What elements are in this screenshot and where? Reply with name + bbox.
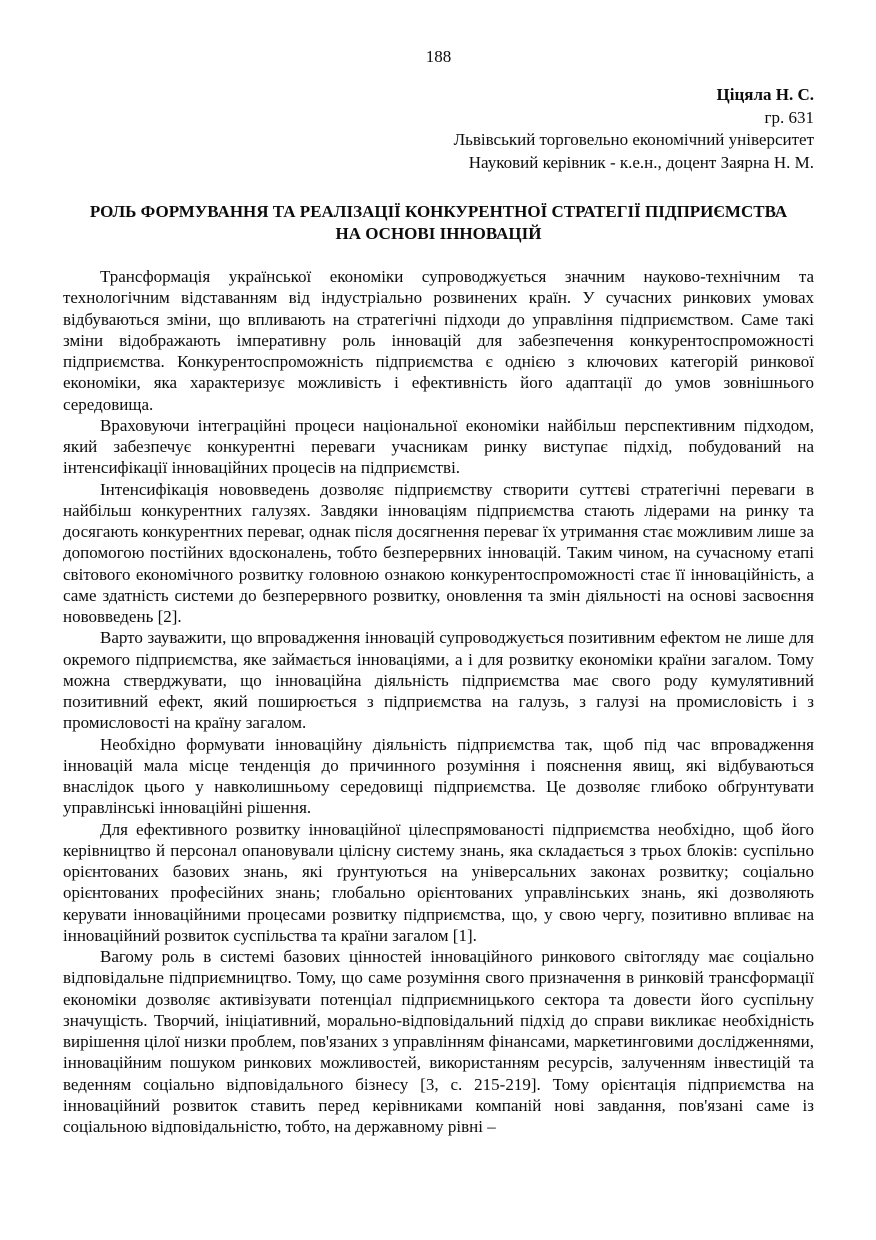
body-paragraph: Варто зауважити, що впровадження інновацій супроводжується позитивним ефектом не лише для окремого підприємства, яке займається інноваціями, а і для розвитку економіки країни загалом. Тому можна стверджувати, що інноваційна діяльність підприємства має свого роду кумулятивний позитивний ефект, який поширюється з підприємства на галузь, з галузі на промисловість і з промисловості на країну загалом. (63, 628, 814, 733)
body-paragraph: Необхідно формувати інноваційну діяльність підприємства так, щоб під час впровадження інновацій мала місце тенденція до причинного розуміння і пояснення явищ, які відбуваються внаслідок цього у навколишньому середовищі підприємства. Це дозволяє глибоко обґрунтувати управлінські інноваційні рішення. (63, 734, 814, 818)
author-group: гр. 631 (764, 107, 814, 127)
body-paragraph: Трансформація української економіки супроводжується значним науково-технічним та технологічним відставанням від індустріально розвинених країн. У сучасних ринкових умовах відбуваються зміни, що впливають на стратегічні підходи до управління підприємством. Саме такі зміни відображають імперативну роль інновацій для забезпечення конкурентоспроможності підприємства. Конкурентоспроможність підприємства є однією з ключових категорій ринкової економіки, яка характеризує можливість і ефективність його адаптації до умов зовнішнього середовища. (63, 267, 814, 414)
body-paragraph: Для ефективного розвитку інноваційної цілеспрямованості підприємства необхідно, щоб його керівництво й персонал опановували цілісну систему знань, яка складається з трьох блоків: суспільно орієнтованих базових знань, які ґрунтуються на універсальних законах розвитку; соціально орієнтованих професійних знань; глобально орієнтованих управлінських знань, які дозволяють керувати інноваційними процесами розвитку підприємства, що, у свою чергу, позитивно впливає на інноваційний розвиток суспільства та країни загалом [1]. (63, 819, 814, 945)
university-name: Львівський торговельно економічний університет (453, 130, 814, 149)
article-body (63, 266, 814, 1137)
body-paragraph: Враховуючи інтеграційні процеси національної економіки найбільш перспективним підходом, який забезпечує конкурентні переваги учасникам ринку виступає підхід, побудований на інтенсифікації інноваційних процесів на підприємстві. (63, 415, 814, 478)
body-paragraph: Вагому роль в системі базових цінностей інноваційного ринкового світогляду має соціально відповідальне підприємництво. Тому, що саме розуміння свого призначення в ринковій трансформації економіки дозволяє активізувати потенціал підприємницького сектора та довести його суспільну значущість. Творчий, ініціативний, морально-відповідальний підхід до справи викликає необхідність вирішення цілої низки проблем, пов'язаних з управлінням фінансами, маркетинговими дослідженнями, інноваційним пошуком ринкових можливостей, використанням ресурсів, залученням інвестицій та веденням соціально відповідального бізнесу [3, с. 215-219]. Тому орієнтація підприємства на інноваційний розвиток ставить перед керівниками компаній нові завдання, пов'язані саме із соціальною відповідальністю, тобто, на державному рівні – (63, 947, 814, 1136)
advisor-line: Науковий керівник - к.е.н., доцент Заярна Н. М. (468, 152, 814, 172)
page-number: 188 (425, 47, 452, 66)
author-name: Ціцяла Н. С. (716, 85, 814, 104)
paper-title: РОЛЬ ФОРМУВАННЯ ТА РЕАЛІЗАЦІЇ КОНКУРЕНТНОЇ СТРАТЕГІЇ ПІДПРИЄМСТВА НА ОСНОВІ ІННОВАЦІЙ (89, 202, 788, 243)
author-block (63, 84, 814, 174)
body-paragraph: Інтенсифікація нововведень дозволяє підприємству створити суттєві стратегічні переваги в найбільш конкурентних галузях. Завдяки інноваціям підприємства стають лідерами на ринку та досягають конкурентних переваг, однак після досягнення переваг їх утримання стає можливим лише за допомогою постійних вдосконалень, тобто безперервних інновацій. Таким чином, на сучасному етапі світового економічного розвитку головною ознакою конкурентоспроможності стає її інноваційність, а саме здатність системи до безперервного розвитку, оновлення та змін діяльності на основі засвоєння нововведень [2]. (63, 479, 814, 626)
